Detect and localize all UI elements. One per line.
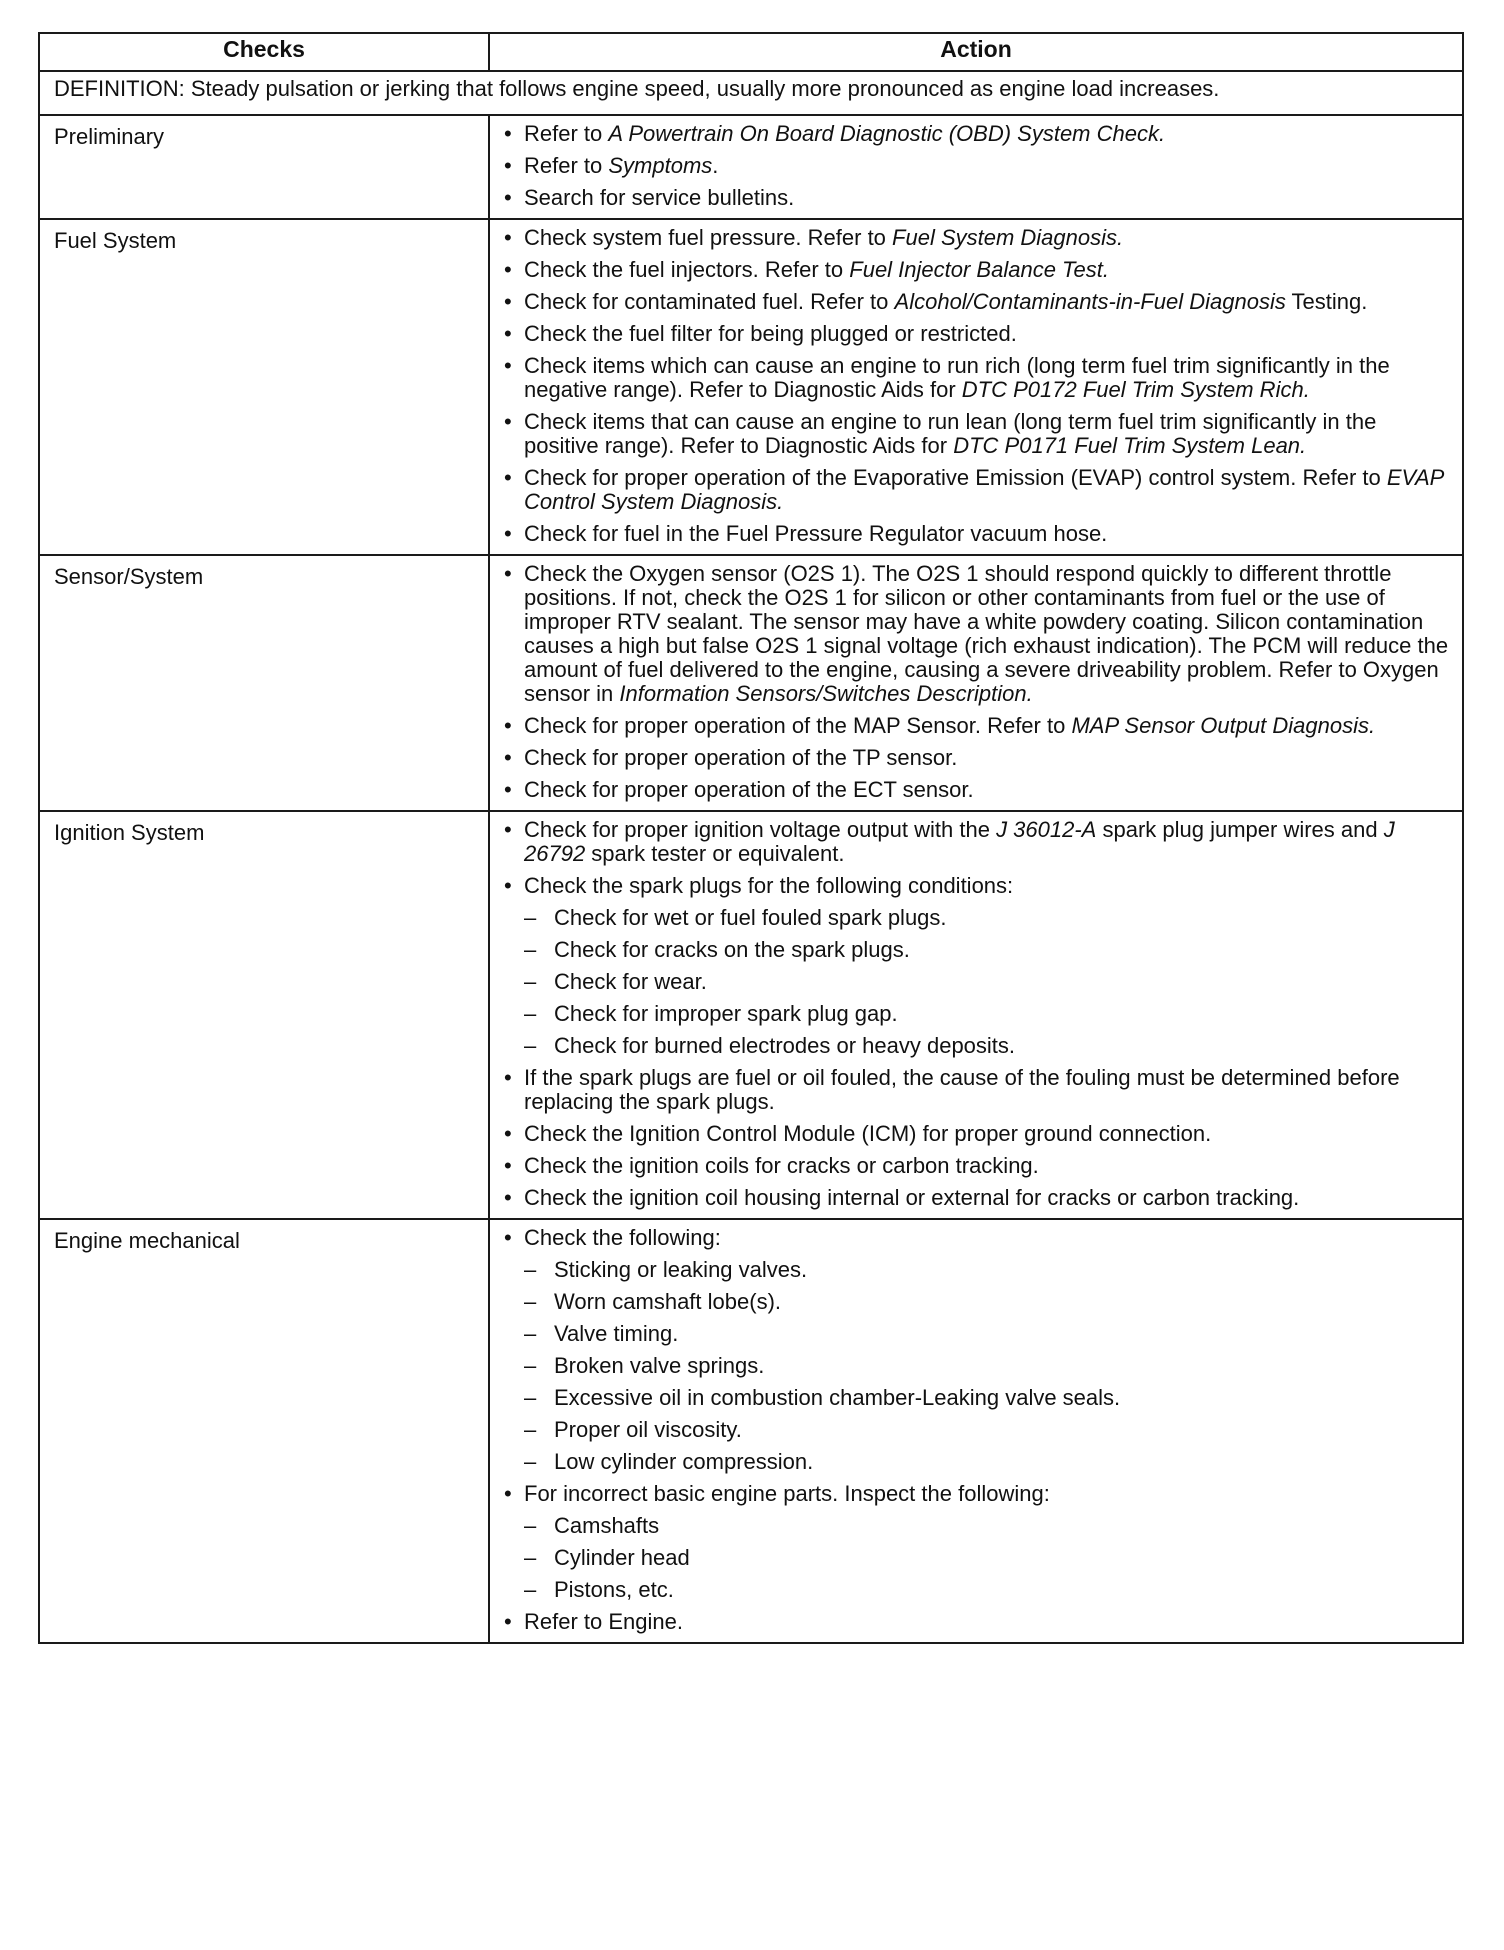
check-cell: Ignition System [39, 811, 489, 1219]
action-text: Check for proper operation of the MAP Sensor. Refer to [524, 713, 1072, 738]
bullet-icon: • [504, 745, 512, 770]
action-text: Check for fuel in the Fuel Pressure Regulator vacuum hose. [524, 521, 1108, 546]
reference-text: Fuel Injector Balance Test. [849, 257, 1109, 282]
action-text: Check for cracks on the spark plugs. [554, 937, 910, 962]
action-subitem [524, 1033, 1452, 1058]
dash-icon: – [524, 1289, 537, 1314]
bullet-icon: • [504, 409, 512, 434]
action-cell [489, 115, 1463, 219]
table-body [39, 71, 1463, 1643]
bullet-icon: • [504, 185, 512, 210]
action-text: Check the following: [524, 1225, 721, 1250]
action-item [504, 121, 1452, 146]
action-subitem [524, 1417, 1452, 1442]
action-subitem [524, 1545, 1452, 1570]
reference-text: EVAP Control System Diagnosis. [524, 465, 1444, 514]
action-item [504, 1481, 1452, 1506]
dash-icon: – [524, 905, 537, 930]
section-row [39, 115, 1463, 219]
action-subitem [524, 1257, 1452, 1282]
dash-icon: – [524, 1321, 537, 1346]
action-item [504, 1185, 1452, 1210]
action-item [504, 1121, 1452, 1146]
action-text: Check for proper operation of the ECT sensor. [524, 777, 974, 802]
action-item [504, 713, 1452, 738]
bullet-icon: • [504, 777, 512, 802]
reference-text: DTC P0172 Fuel Trim System Rich. [961, 377, 1310, 402]
check-cell: Sensor/System [39, 555, 489, 811]
action-text: Check the fuel filter for being plugged or restricted. [524, 321, 1017, 346]
bullet-icon: • [504, 1481, 512, 1506]
dash-icon: – [524, 1513, 537, 1538]
bullet-icon: • [504, 1121, 512, 1146]
action-cell [489, 811, 1463, 1219]
action-text: Check the spark plugs for the following conditions: [524, 873, 1014, 898]
reference-text: A Powertrain On Board Diagnostic (OBD) System Check. [608, 121, 1166, 146]
action-text: Check for proper ignition voltage output with the [524, 817, 997, 842]
reference-text: MAP Sensor Output Diagnosis. [1071, 713, 1376, 738]
diagnostic-table [38, 32, 1464, 1644]
action-item [504, 465, 1452, 514]
reference-text: Information Sensors/Switches Description. [619, 681, 1033, 706]
action-subitem [524, 1449, 1452, 1474]
dash-icon: – [524, 1449, 537, 1474]
reference-text: J 36012-A [996, 817, 1097, 842]
action-text: Check items which can cause an engine to run rich (long term fuel trim significantly in the negative range). Refer to Diagnostic Aids for [524, 353, 1390, 402]
bullet-icon: • [504, 1225, 512, 1250]
action-text: Sticking or leaking valves. [554, 1257, 808, 1282]
dash-icon: – [524, 1353, 537, 1378]
section-row [39, 1219, 1463, 1643]
bullet-icon: • [504, 121, 512, 146]
action-text: Check the ignition coil housing internal or external for cracks or carbon tracking. [524, 1185, 1300, 1210]
action-item [504, 873, 1452, 898]
action-text: Refer to [524, 153, 609, 178]
section-row [39, 811, 1463, 1219]
action-item [504, 777, 1452, 802]
action-text: Worn camshaft lobe(s). [554, 1289, 782, 1314]
dash-icon: – [524, 1417, 537, 1442]
action-text: Low cylinder compression. [554, 1449, 814, 1474]
reference-text: Symptoms [608, 153, 713, 178]
check-cell: Engine mechanical [39, 1219, 489, 1643]
dash-icon: – [524, 937, 537, 962]
bullet-icon: • [504, 353, 512, 378]
definition-row [39, 71, 1463, 115]
action-subitem [524, 937, 1452, 962]
section-row [39, 219, 1463, 555]
bullet-icon: • [504, 873, 512, 898]
bullet-icon: • [504, 257, 512, 282]
action-item [504, 289, 1452, 314]
action-item [504, 185, 1452, 210]
action-subitem [524, 1289, 1452, 1314]
action-text: . [712, 153, 719, 178]
action-text: Valve timing. [554, 1321, 679, 1346]
dash-icon: – [524, 1577, 537, 1602]
action-subitem [524, 1385, 1452, 1410]
action-item [504, 257, 1452, 282]
bullet-icon: • [504, 465, 512, 490]
action-item [504, 561, 1452, 706]
dash-icon: – [524, 1033, 537, 1058]
action-text: Check items that can cause an engine to run lean (long term fuel trim significantly in the positive range). Refer to Diagnostic Aids for [524, 409, 1377, 458]
dash-icon: – [524, 969, 537, 994]
check-cell: Preliminary [39, 115, 489, 219]
bullet-icon: • [504, 1185, 512, 1210]
action-item [504, 745, 1452, 770]
action-item [504, 1609, 1452, 1634]
action-text: Check for wet or fuel fouled spark plugs. [554, 905, 947, 930]
action-item [504, 1153, 1452, 1178]
action-text: Check for wear. [554, 969, 707, 994]
action-item [504, 353, 1452, 402]
reference-text: Fuel System Diagnosis. [892, 225, 1124, 250]
action-text: Check for proper operation of the TP sensor. [524, 745, 958, 770]
action-text: Search for service bulletins. [524, 185, 795, 210]
action-text: Pistons, etc. [554, 1577, 674, 1602]
header-checks: Checks [39, 33, 489, 71]
action-subitem [524, 1321, 1452, 1346]
bullet-icon: • [504, 713, 512, 738]
action-text: Excessive oil in combustion chamber-Leaking valve seals. [554, 1385, 1121, 1410]
action-text: Proper oil viscosity. [554, 1417, 742, 1442]
action-subitem [524, 1001, 1452, 1026]
dash-icon: – [524, 1385, 537, 1410]
bullet-icon: • [504, 321, 512, 346]
action-cell [489, 1219, 1463, 1643]
action-text: Check for burned electrodes or heavy deposits. [554, 1033, 1016, 1058]
bullet-icon: • [504, 817, 512, 842]
action-item [504, 225, 1452, 250]
action-subitem [524, 1513, 1452, 1538]
action-text: Check for contaminated fuel. Refer to [524, 289, 895, 314]
action-text: If the spark plugs are fuel or oil fouled, the cause of the fouling must be determined before replacing the spark plugs. [524, 1065, 1400, 1114]
dash-icon: – [524, 1545, 537, 1570]
reference-text: DTC P0171 Fuel Trim System Lean. [953, 433, 1307, 458]
bullet-icon: • [504, 225, 512, 250]
action-text: spark tester or equivalent. [585, 841, 845, 866]
action-text: Check for improper spark plug gap. [554, 1001, 898, 1026]
action-text: For incorrect basic engine parts. Inspect the following: [524, 1481, 1050, 1506]
action-subitem [524, 969, 1452, 994]
action-text: Broken valve springs. [554, 1353, 765, 1378]
action-subitem [524, 1577, 1452, 1602]
action-item [504, 817, 1452, 866]
reference-text: J 26792 [524, 817, 1395, 866]
action-text: Check system fuel pressure. Refer to [524, 225, 893, 250]
action-item [504, 409, 1452, 458]
action-cell [489, 219, 1463, 555]
header-action: Action [489, 33, 1463, 71]
bullet-icon: • [504, 521, 512, 546]
bullet-icon: • [504, 1153, 512, 1178]
bullet-icon: • [504, 153, 512, 178]
action-item [504, 1065, 1452, 1114]
dash-icon: – [524, 1257, 537, 1282]
action-text: Refer to [524, 121, 609, 146]
reference-text: Alcohol/Contaminants-in-Fuel Diagnosis [894, 289, 1286, 314]
action-item [504, 1225, 1452, 1250]
dash-icon: – [524, 1001, 537, 1026]
header-row [39, 33, 1463, 71]
action-subitem [524, 905, 1452, 930]
bullet-icon: • [504, 289, 512, 314]
bullet-icon: • [504, 1609, 512, 1634]
definition-text: DEFINITION: Steady pulsation or jerking that follows engine speed, usually more pronounced as engine load increases. [39, 71, 1463, 115]
check-cell: Fuel System [39, 219, 489, 555]
action-text: Check the Ignition Control Module (ICM) for proper ground connection. [524, 1121, 1212, 1146]
action-text: Refer to Engine. [524, 1609, 683, 1634]
action-item [504, 153, 1452, 178]
bullet-icon: • [504, 1065, 512, 1090]
action-item [504, 521, 1452, 546]
action-text: Check the ignition coils for cracks or carbon tracking. [524, 1153, 1039, 1178]
action-text: spark plug jumper wires and [1096, 817, 1384, 842]
bullet-icon: • [504, 561, 512, 586]
action-cell [489, 555, 1463, 811]
action-text: Check for proper operation of the Evaporative Emission (EVAP) control system. Refer to [524, 465, 1387, 490]
action-text: Check the fuel injectors. Refer to [524, 257, 850, 282]
section-row [39, 555, 1463, 811]
action-text: Check the Oxygen sensor (O2S 1). The O2S 1 should respond quickly to different throttle positions. If not, check the O2S 1 for silicon or other contaminants from fuel or the use of improper RTV sealant. The sensor may have a white powdery coating. Silicon contamination causes a high but false O2S 1 signal voltage (rich exhaust indication). The PCM will reduce the amount of fuel delivered to the engine, causing a severe driveability problem. Refer to Oxygen sensor in [524, 561, 1449, 706]
action-text: Camshafts [554, 1513, 660, 1538]
action-text: Testing. [1285, 289, 1368, 314]
action-text: Cylinder head [554, 1545, 690, 1570]
action-subitem [524, 1353, 1452, 1378]
action-item [504, 321, 1452, 346]
